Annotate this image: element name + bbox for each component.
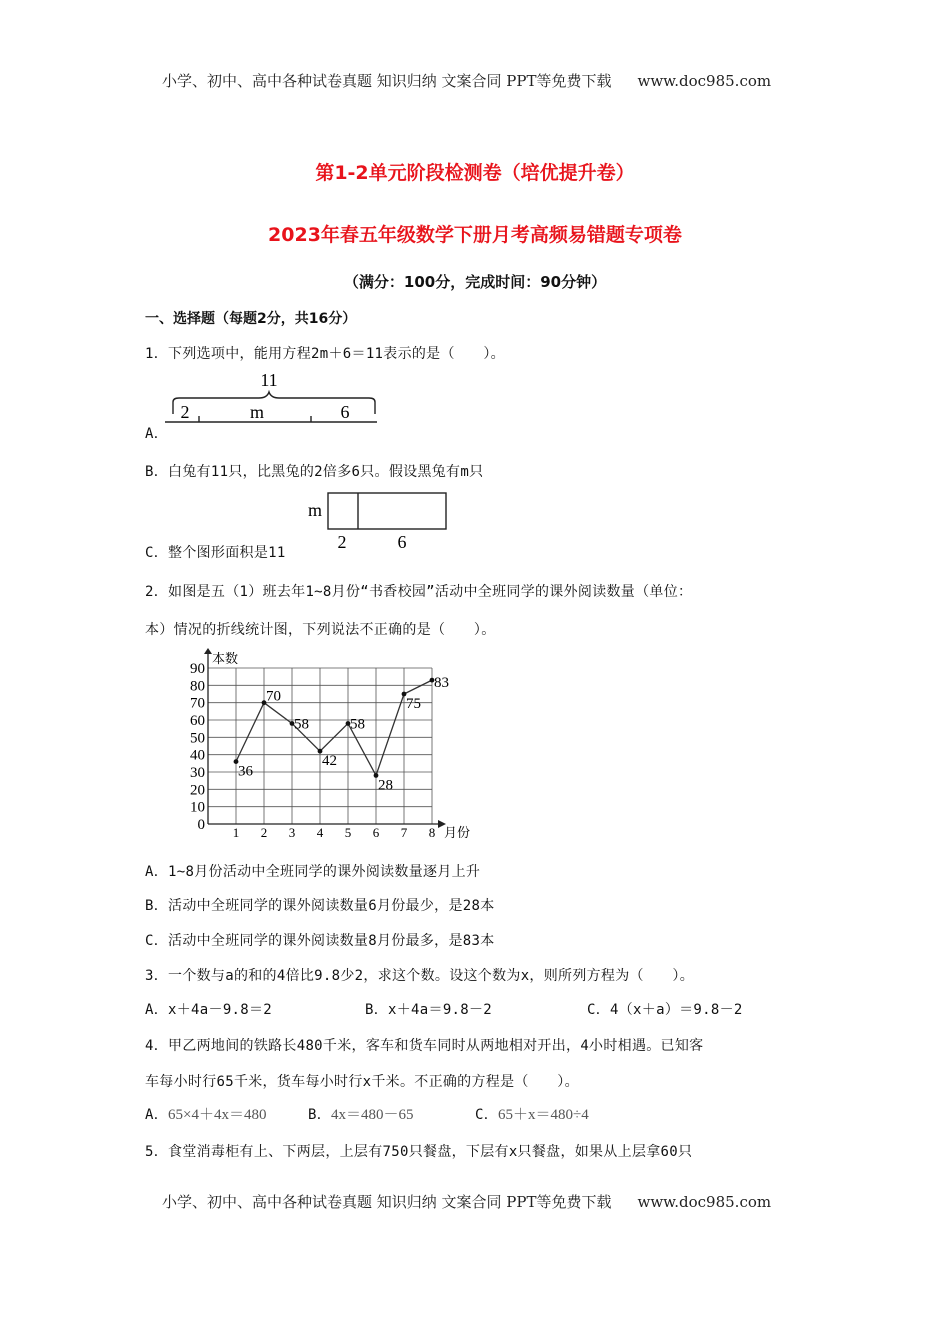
part-6: 6	[340, 402, 350, 422]
q4-option-b	[308, 1103, 414, 1124]
y-axis-label: 本数	[212, 651, 239, 666]
q4-option-c-label: C．	[475, 1107, 499, 1123]
y-tick-90: 90	[190, 661, 205, 677]
data-label-5: 58	[350, 716, 365, 733]
brace-total: 11	[260, 370, 278, 390]
q4-stem-line1: 4．甲乙两地间的铁路长480千米，客车和货车同时从两地相对开出，4小时相遇。已知客	[145, 1038, 704, 1054]
x-tick-labels	[233, 825, 436, 840]
q2-option-b: B．活动中全班同学的课外阅读数量6月份最少，是28本	[145, 898, 495, 914]
y-tick-20: 20	[190, 782, 205, 799]
q1-option-c-figure	[300, 488, 455, 554]
page-header	[162, 70, 771, 91]
data-label-1: 36	[238, 763, 253, 780]
header-text: 小学、初中、高中各种试卷真题 知识归纳 文案合同 PPT等免费下载	[162, 72, 612, 90]
y-tick-labels	[190, 661, 205, 833]
x-tick-3: 3	[288, 825, 296, 840]
x-tick-8: 8	[428, 825, 436, 840]
data-label-4: 42	[322, 753, 337, 770]
y-tick-30: 30	[190, 765, 205, 781]
q1-option-c-label: C．整个图形面积是11	[145, 545, 286, 561]
x-tick-6: 6	[372, 825, 380, 840]
page-footer	[162, 1191, 771, 1212]
y-tick-70: 70	[190, 695, 205, 712]
q1-option-a-figure	[165, 368, 385, 430]
q4-option-c	[475, 1103, 589, 1124]
side-m: m	[308, 500, 323, 520]
q4-option-b-label: B．	[308, 1107, 332, 1123]
data-points	[234, 675, 449, 793]
footer-text: 小学、初中、高中各种试卷真题 知识归纳 文案合同 PPT等免费下载	[162, 1193, 612, 1211]
y-tick-80: 80	[190, 678, 205, 695]
q3-option-b: B．x＋4a＝9.8－2	[365, 1002, 493, 1018]
x-tick-5: 5	[344, 825, 352, 840]
q4-option-a-label: A．	[145, 1107, 169, 1123]
data-label-6: 28	[378, 777, 393, 794]
q4-stem-line2: 车每小时行65千米，货车每小时行x千米。不正确的方程是（ ）。	[145, 1074, 579, 1090]
data-label-8: 83	[434, 675, 449, 692]
x-tick-7: 7	[400, 825, 408, 840]
data-label-3: 58	[294, 716, 309, 733]
q3-option-c: C．4（x＋a）＝9.8－2	[587, 1002, 743, 1018]
q5-stem: 5．食堂消毒柜有上、下两层，上层有750只餐盘，下层有x只餐盘，如果从上层拿60只	[145, 1144, 693, 1160]
y-axis-arrow	[204, 648, 212, 654]
y-tick-50: 50	[190, 730, 205, 747]
q1-stem: 1．下列选项中，能用方程2m＋6＝11表示的是（ ）。	[145, 346, 505, 362]
x-axis-label: 月份	[444, 825, 471, 840]
data-label-2: 70	[266, 688, 281, 705]
section-heading-choice: 一、选择题（每题2分，共16分）	[145, 311, 357, 327]
footer-url[interactable]: www.doc985.com	[637, 1193, 772, 1211]
width-2: 2	[337, 532, 347, 552]
y-tick-40: 40	[190, 747, 205, 764]
q2-stem-line1: 2．如图是五（1）班去年1~8月份“书香校园”活动中全班同学的课外阅读数量（单位：	[145, 584, 693, 600]
q2-option-c: C．活动中全班同学的课外阅读数量8月份最多，是83本	[145, 933, 495, 949]
part-m: m	[249, 402, 265, 422]
q2-option-a: A．1~8月份活动中全班同学的课外阅读数量逐月上升	[145, 864, 481, 880]
width-6: 6	[397, 532, 407, 552]
reading-line-chart	[180, 648, 480, 843]
q2-stem-line2: 本）情况的折线统计图，下列说法不正确的是（ ）。	[145, 622, 496, 638]
q4-option-a-expr: 65×4＋4x＝480	[168, 1107, 267, 1123]
q3-option-a: A．x＋4a－9.8＝2	[145, 1002, 273, 1018]
q4-option-c-expr: 65＋x＝480÷4	[498, 1107, 589, 1123]
score-line: （满分：100分，完成时间：90分钟）	[343, 273, 607, 291]
chart-grid	[208, 668, 432, 824]
y-tick-60: 60	[190, 713, 205, 729]
q1-option-a-label: A．	[145, 426, 169, 442]
header-url[interactable]: www.doc985.com	[637, 72, 772, 90]
y-tick-10: 10	[190, 799, 205, 816]
q4-option-b-expr: 4x＝480－65	[331, 1107, 414, 1123]
y-tick-0: 0	[197, 817, 205, 833]
data-label-7: 75	[406, 696, 421, 712]
q4-option-a	[145, 1103, 267, 1124]
area-rect	[328, 493, 446, 529]
q1-option-b: B．白兔有11只，比黑兔的2倍多6只。假设黑兔有m只	[145, 464, 484, 480]
part-2: 2	[180, 402, 190, 422]
x-tick-2: 2	[260, 825, 268, 840]
q3-stem: 3．一个数与a的和的4倍比9.8少2，求这个数。设这个数为x，则所列方程为（ ）。	[145, 968, 695, 984]
title-line-1: 第1-2单元阶段检测卷（培优提升卷）	[315, 162, 635, 184]
x-tick-4: 4	[316, 825, 324, 840]
x-tick-1: 1	[232, 825, 240, 840]
title-line-2: 2023年春五年级数学下册月考高频易错题专项卷	[268, 224, 682, 246]
